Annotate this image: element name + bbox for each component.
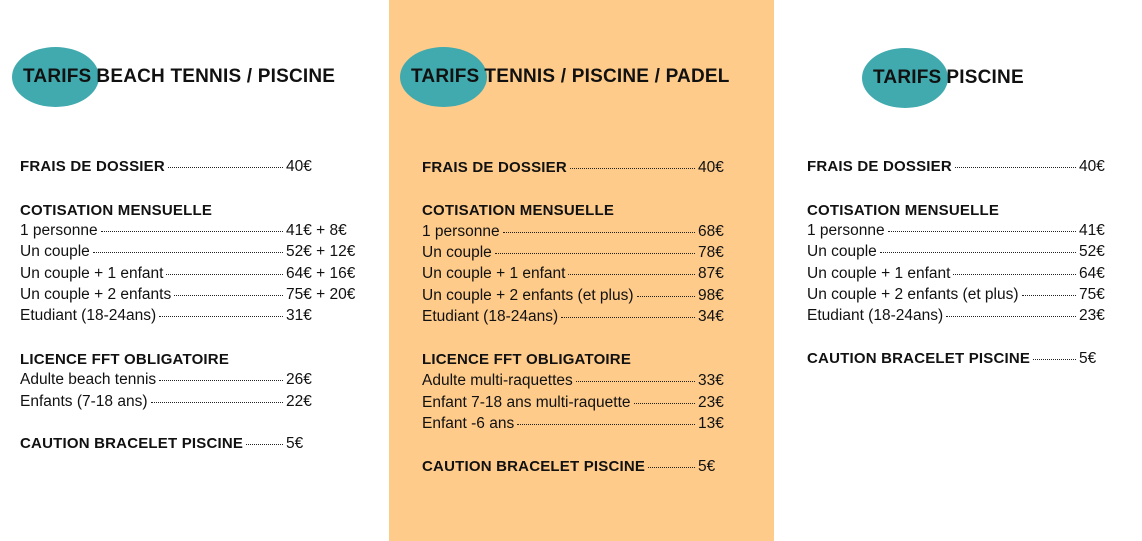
dot-leader (159, 316, 283, 317)
frais-label: FRAIS DE DOSSIER (20, 158, 165, 175)
dot-leader (637, 296, 695, 297)
price-label: Un couple (422, 244, 492, 261)
price-value: 68€ (698, 223, 724, 240)
price-label: Enfant -6 ans (422, 415, 515, 432)
frais-row (422, 159, 732, 180)
price-label: 1 personne (807, 222, 885, 239)
caution-label: CAUTION BRACELET PISCINE (20, 435, 244, 452)
column-heading: BEACH TENNIS / PISCINE (96, 66, 336, 87)
price-label: Adulte beach tennis (20, 371, 157, 388)
caution-label: CAUTION BRACELET PISCINE (422, 458, 646, 475)
column-header (862, 48, 1024, 108)
price-label: Adulte multi-raquettes (422, 372, 573, 389)
price-row (422, 372, 732, 393)
price-value: 22€ (286, 393, 312, 410)
price-label: Un couple (807, 243, 877, 260)
price-label: Un couple + 1 enfant (807, 265, 951, 282)
price-row (422, 394, 732, 415)
dot-leader (101, 231, 283, 232)
frais-label: FRAIS DE DOSSIER (807, 158, 952, 175)
frais-row (20, 158, 331, 179)
price-value: 33€ (698, 372, 724, 389)
dot-leader (1033, 359, 1076, 360)
price-value: 41€ (1079, 222, 1105, 239)
price-value: 78€ (698, 244, 724, 261)
dot-leader (576, 381, 695, 382)
price-row (422, 244, 732, 265)
price-row (807, 243, 1113, 264)
column-heading: PISCINE (946, 67, 1024, 88)
caution-row (20, 435, 331, 456)
price-value: 26€ (286, 371, 312, 388)
licence-title: LICENCE FFT OBLIGATOIRE (422, 351, 632, 368)
price-row (422, 265, 732, 286)
price-value: 13€ (698, 415, 724, 432)
price-value: 87€ (698, 265, 724, 282)
price-value: 98€ (698, 287, 724, 304)
caution-price: 5€ (286, 435, 304, 452)
price-value: 23€ (1079, 307, 1105, 324)
price-value: 75€ (1079, 286, 1105, 303)
dot-leader (570, 168, 695, 169)
price-label: Un couple + 2 enfants (et plus) (807, 286, 1019, 303)
dot-leader (495, 253, 695, 254)
caution-row (807, 350, 1102, 371)
frais-row (807, 158, 1113, 179)
price-row (20, 393, 331, 414)
dot-leader (880, 252, 1076, 253)
price-row (20, 222, 364, 243)
price-label: Etudiant (18-24ans) (422, 308, 559, 325)
price-label: Enfant 7-18 ans multi-raquette (422, 394, 631, 411)
price-label: 1 personne (422, 223, 500, 240)
frais-label: FRAIS DE DOSSIER (422, 159, 567, 176)
cotisation-title: COTISATION MENSUELLE (20, 202, 213, 219)
dot-leader (561, 317, 695, 318)
price-label: Enfants (7-18 ans) (20, 393, 148, 410)
dot-leader (159, 380, 283, 381)
column-tennis-piscine-padel (389, 0, 774, 541)
price-row (20, 371, 331, 392)
dot-leader (648, 467, 695, 468)
dot-leader (151, 402, 283, 403)
price-label: 1 personne (20, 222, 98, 239)
price-row (422, 223, 732, 244)
price-value: 75€ + 20€ (286, 286, 356, 303)
price-row (422, 415, 732, 436)
dot-leader (174, 295, 283, 296)
tarifs-tag: TARIFS (873, 67, 942, 88)
dot-leader (888, 231, 1076, 232)
column-heading: TENNIS / PISCINE / PADEL (484, 66, 730, 87)
column-piscine (774, 0, 1142, 541)
price-row (20, 286, 364, 307)
price-value: 64€ (1079, 265, 1105, 282)
dot-leader (953, 274, 1076, 275)
dot-leader (1022, 295, 1076, 296)
price-label: Un couple + 1 enfant (20, 265, 164, 282)
dot-leader (503, 232, 695, 233)
price-row (20, 265, 364, 286)
price-value: 52€ + 12€ (286, 243, 356, 260)
dot-leader (517, 424, 695, 425)
caution-row (422, 458, 732, 479)
column-header (12, 47, 335, 107)
frais-price: 40€ (286, 158, 312, 175)
price-label: Un couple (20, 243, 90, 260)
frais-price: 40€ (1079, 158, 1105, 175)
cotisation-title: COTISATION MENSUELLE (807, 202, 1000, 219)
price-value: 31€ (286, 307, 312, 324)
column-header (400, 47, 730, 107)
price-label: Etudiant (18-24ans) (807, 307, 944, 324)
cotisation-title: COTISATION MENSUELLE (422, 202, 615, 219)
dot-leader (168, 167, 283, 168)
price-value: 64€ + 16€ (286, 265, 356, 282)
licence-title: LICENCE FFT OBLIGATOIRE (20, 351, 230, 368)
dot-leader (166, 274, 283, 275)
price-label: Un couple + 2 enfants (20, 286, 172, 303)
price-value: 52€ (1079, 243, 1105, 260)
price-row (807, 307, 1113, 328)
dot-leader (568, 274, 695, 275)
price-row (807, 286, 1113, 307)
price-row (807, 265, 1113, 286)
price-label: Un couple + 1 enfant (422, 265, 566, 282)
price-row (807, 222, 1113, 243)
price-row (422, 287, 732, 308)
price-value: 34€ (698, 308, 724, 325)
tarifs-tag: TARIFS (411, 66, 480, 87)
price-row (422, 308, 732, 329)
price-label: Etudiant (18-24ans) (20, 307, 157, 324)
caution-price: 5€ (1079, 350, 1097, 367)
price-row (20, 307, 364, 328)
price-row (20, 243, 364, 264)
caution-price: 5€ (698, 458, 716, 475)
tarifs-tag: TARIFS (23, 66, 92, 87)
dot-leader (246, 444, 283, 445)
price-value: 23€ (698, 394, 724, 411)
column-beach-tennis-piscine (0, 0, 389, 541)
dot-leader (955, 167, 1076, 168)
dot-leader (93, 252, 283, 253)
dot-leader (634, 403, 695, 404)
price-label: Un couple + 2 enfants (et plus) (422, 287, 634, 304)
caution-label: CAUTION BRACELET PISCINE (807, 350, 1031, 367)
frais-price: 40€ (698, 159, 724, 176)
price-value: 41€ + 8€ (286, 222, 347, 239)
dot-leader (946, 316, 1076, 317)
